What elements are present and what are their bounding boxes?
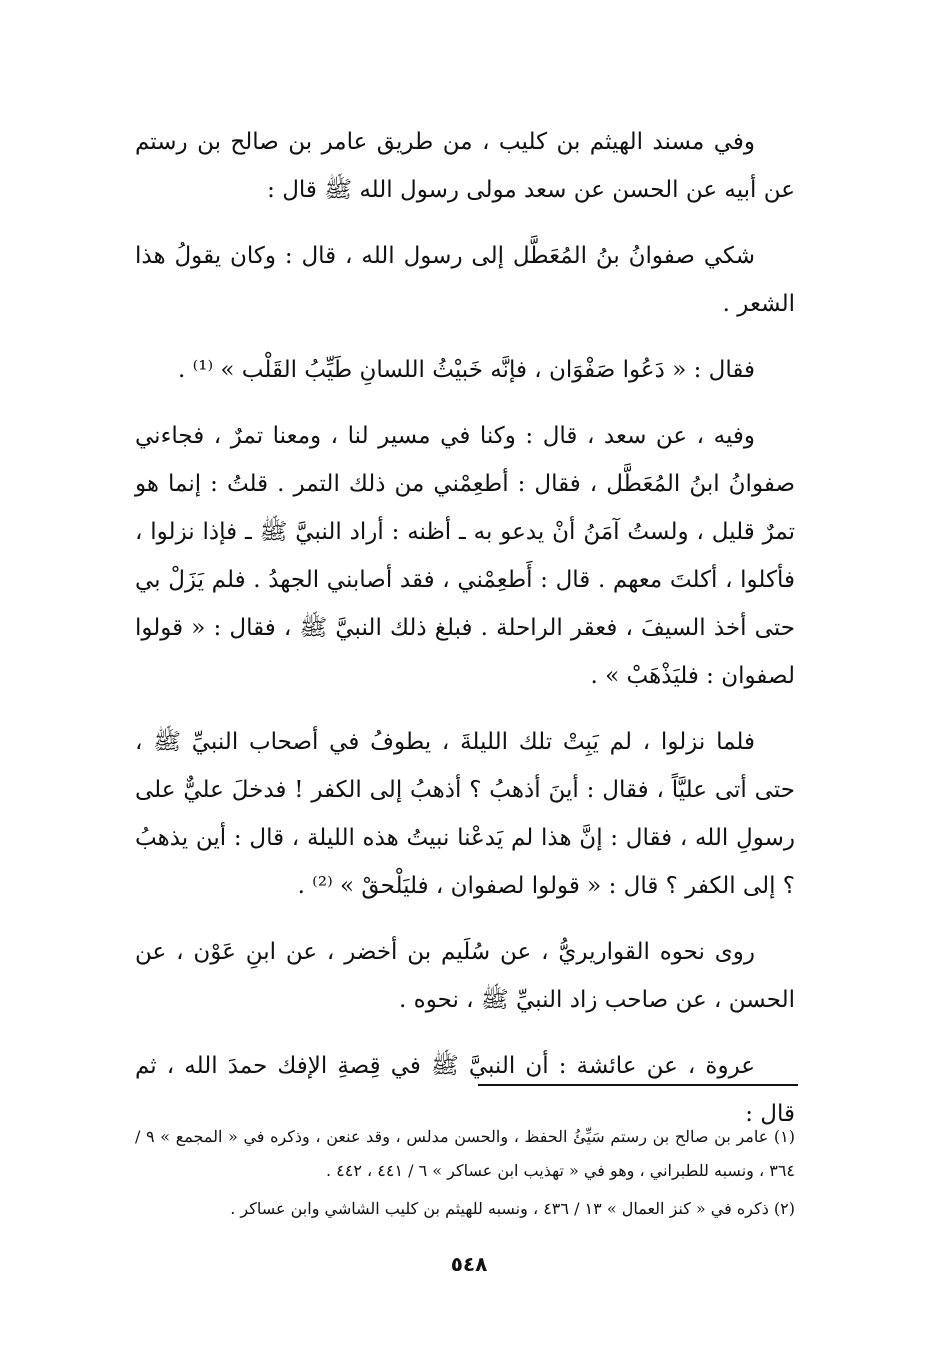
paragraph-4: وفيه ، عن سعد ، قال : وكنا في مسير لنا ، ومعنا تمرٌ ، فجاءني صفوانُ ابنُ المُعَطَّل ، فقال : أطعِمْني من ذلك التمر . قلتُ : إنما هو تمرٌ قليل ، ولستُ آمَنُ أنْ يدعو به ـ أظنه : أراد النبيَّ ﷺ ـ فإذا نزلوا ، فأكلوا ، أكلتَ معهم . قال : أَطعِمْني ، فقد أصابني الجهدُ . فلم يَزَلْ بي حتى أخذ السيفَ ، فعقر الراحلة . فبلغ ذلك النبيَّ ﷺ ، فقال : « قولوا لصفوان : فليَذْهَبْ » . [135, 423, 795, 689]
paragraph-7: عروة ، عن عائشة : أن النبيَّ ﷺ في قِصةِ الإفك حمدَ الله ، ثم قال : [135, 1053, 795, 1127]
footnote-1: (١) عامر بن صالح بن رستم سَيِّئُ الحفظ ، والحسن مدلس ، وقد عنعن ، وذكره في « المجمع » ٩ / ٣٦٤ ، ونسبه للطبراني ، وهو في « تهذيب ابن عساكر » ٦ / ٤٤١ ، ٤٤٢ . [135, 1127, 795, 1180]
footnotes [135, 1120, 795, 1230]
paragraph-1: وفي مسند الهيثم بن كليب ، من طريق عامر بن صالح بن رستم عن أبيه عن الحسن عن سعد مولى رسول الله ﷺ قال : [135, 129, 795, 203]
main-text [135, 118, 795, 1156]
paragraph-6: روى نحوه القواريريُّ ، عن سُلَيم بن أخضر ، عن ابنِ عَوْن ، عن الحسن ، عن صاحب زاد النبيِّ ﷺ ، نحوه . [135, 939, 795, 1013]
footnote-2: (٢) ذكره في « كنز العمال » ١٣ / ٤٣٦ ، ونسبه للهيثم بن كليب الشاشي وابن عساكر . [230, 1199, 795, 1218]
page-number: ٥٤٨ [450, 1252, 488, 1276]
footnote-divider [478, 1084, 798, 1086]
paragraph-3: فقال : « دَعُوا صَفْوَان ، فإنَّه خَبيْثُ اللسانِ طَيِّبُ القَلْب » ⁽¹⁾ . [177, 357, 755, 383]
paragraph-5: فلما نزلوا ، لم يَبِتْ تلك الليلةَ ، يطوفُ في أصحاب النبيِّ ﷺ ، حتى أتى عليَّاً ، فقال : أينَ أذهبُ ؟ أذهبُ إلى الكفر ! فدخلَ عليٌّ على رسولِ الله ، فقال : إنَّ هذا لم يَدعْنا نبيتُ هذه الليلة ، قال : أين يذهبُ ؟ إلى الكفر ؟ قال : « قولوا لصفوان ، فليَلْحقْ » ⁽²⁾ . [135, 729, 795, 899]
paragraph-2: شكي صفوانُ بنُ المُعَطَّل إلى رسول الله ، قال : وكان يقولُ هذا الشعر . [135, 243, 795, 317]
